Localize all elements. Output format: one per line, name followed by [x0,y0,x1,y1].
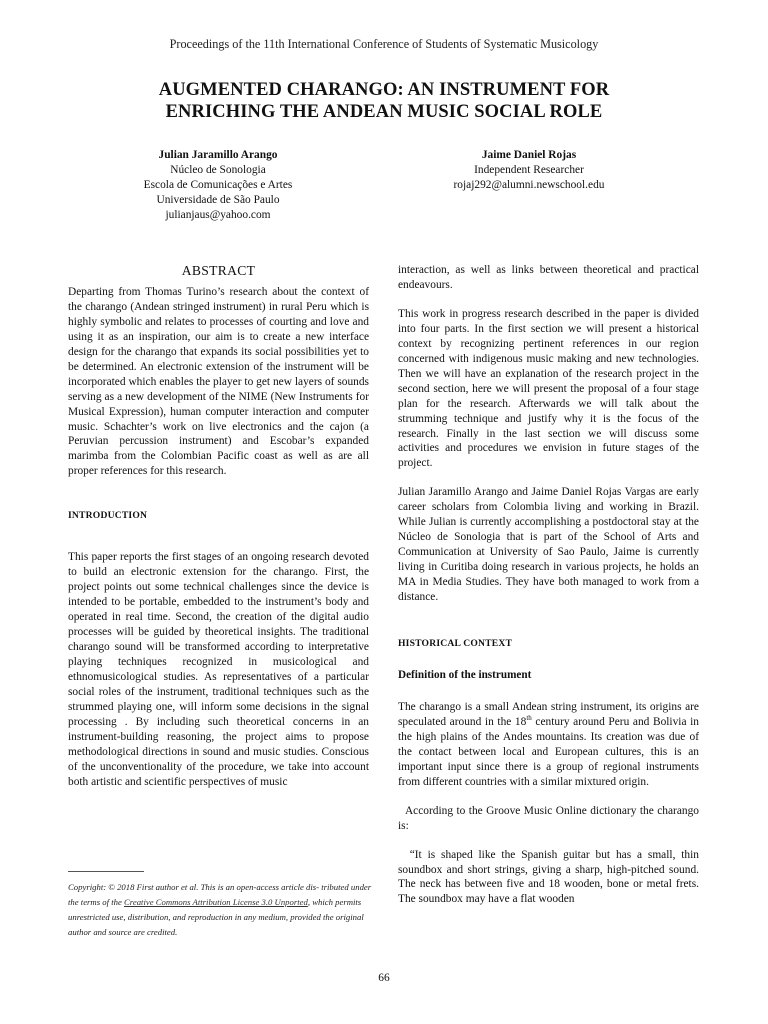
right-paragraph-3: Julian Jaramillo Arango and Jaime Daniel Rojas Vargas are early career scholars from Colombia living and working in Brazil. While Julian is currently accomplishing a postdoctoral stay at the Núcleo de Sonologia that is part of the School of Arts and Communication at University of Sao Paulo, Jaime is currently living in Curitiba doing research in various projects, he holds an MA in Media Studies. They have both managed to work from a distance. [398,486,699,604]
historical-context-heading: HISTORICAL CONTEXT [398,638,513,650]
copyright-text-b: tributed under the terms of the [68,882,372,907]
copyright-text-a: Copyright: © 2018 First author et al. This is an open-access article dis- [68,882,320,892]
title-line-2: ENRICHING THE ANDEAN MUSIC SOCIAL ROLE [165,102,603,122]
p4-text-b: century around Peru and Bolivia in the high plains of the Andes mountains. Its creation was due of the contact between local and European cultures, this is an important input since there is a group of regional instruments from different countries with a similar mixtured origin. [398,715,699,788]
author-2-email[interactable]: rojaj292@alumni.newschool.edu [453,179,605,191]
author-2 [404,148,654,193]
title-line-1: AUGMENTED CHARANGO: AN INSTRUMENT FOR [158,80,610,100]
introduction-heading: INTRODUCTION [68,510,148,522]
abstract-heading: ABSTRACT [181,263,256,278]
running-header: Proceedings of the 11th International Conference of Students of Systematic Musicology [169,37,599,51]
definition-heading: Definition of the instrument [398,668,532,681]
copyright-notice [68,880,378,940]
abstract-text: Departing from Thomas Turino’s research about the context of the charango (Andean stringed instrument) in rural Peru which is highly symbolic and relates to processes of courting and love and using it as an inspiration, our aim is to create a new interface design for the charango that expands its social possibilities yet to be determined. An electronic extension of the instrument will be incorporated which enables the player to get new layers of sounds serving as a new development of the NIME (New Instruments for Musical Expression), human computer interaction and computer music. Schachter’s work on live electronics and the cajon (a Peruvian percussion instrument) and Escobar’s expanded marimba from the Colombian Pacific coast as well as are all proper references for this research. [68,285,369,478]
right-paragraph-6: “It is shaped like the Spanish guitar but has a small, thin soundbox and short strings, giving a sharp, high-pitched sound. The neck has between five and 18 wooden, bone or metal frets. The soundbox may have a flat wooden [398,848,702,906]
author-1-affiliation-1: Núcleo de Sonologia [170,164,266,176]
page-number: 66 [378,972,390,984]
right-paragraph-2: This work in progress research described in the paper is divided into four parts. In the first section we will present a historical context by recognizing pertinent references in our region concerned with indigenous music making and new technologies. Then we will have an explanation of the research project in the second section, here we will present the proposal of a four stage plan for the research. Afterwards we will talk about the strumming technique and justify why it is the focus of the research. Finally in the last section we will discuss some activities and procedures we envision in future stages of the project. [398,307,699,470]
author-2-affiliation: Independent Researcher [474,164,584,176]
right-paragraph-1: interaction, as well as links between theoretical and practical endeavours. [398,264,699,291]
author-1-affiliation-2: Escola de Comunicações e Artes [143,179,293,191]
author-1-name: Julian Jaramillo Arango [158,149,278,161]
author-1-affiliation-3: Universidade de São Paulo [156,194,280,206]
p4-text-a: The charango is a small Andean string instrument, its origins are speculated around in the 18 [398,700,699,728]
right-column [398,263,702,907]
license-link[interactable]: Creative Commons Attribution License 3.0 Unported [123,897,308,907]
introduction-text: This paper reports the first stages of an ongoing research devoted to build an electronic extension for the charango. First, the project points out some technical challenges since the device is intended to be portable, embedded to the instrument’s body and operated in real time. Second, the creation of the digital audio processes will be guided by theoretical insights. The traditional charango sound will be transformed according to interpretative playing techniques recognized in musicological and ethnomusicological studies. As representatives of a particular social roles of the instrument, traditional techniques such as the strummed playing one, will inform some decisions in the signal processing . By including such theoretical concerns in an instrument-building reasoning, the project aims to propose methodological directions in sound and music studies. Conscious of the unconventionality of the procedure, we take into account both artistic and scientific perspectives of music [68,551,369,788]
author-2-name: Jaime Daniel Rojas [481,149,577,161]
p4-superscript: th [526,714,532,723]
footnote-rule [68,871,144,872]
copyright-text-c: , which permits unrestricted use, distribution, and reproduction in any medium, provided the original author and source are credited. [68,897,364,937]
left-column [68,264,369,790]
right-paragraph-5: According to the Groove Music Online dictionary the charango is: [398,804,702,832]
author-1-email[interactable]: julianjaus@yahoo.com [165,209,271,221]
author-1 [108,148,328,223]
paper-title [60,79,708,123]
right-paragraph-4 [398,700,699,790]
